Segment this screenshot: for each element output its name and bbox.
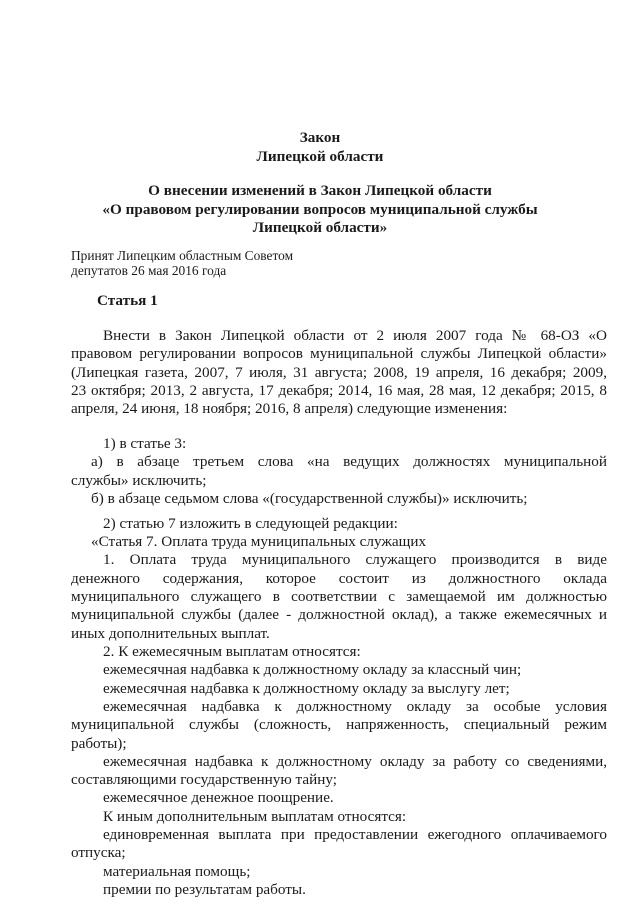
adopted-line-2: депутатов 26 мая 2016 года (71, 263, 227, 278)
other-item-3: премии по результатам работы. (103, 881, 306, 898)
article-heading: Статья 1 (97, 292, 158, 309)
monthly-item-3-line-1: ежемесячная надбавка к должностному окладу за особые условия (103, 697, 607, 715)
monthly-item-2: ежемесячная надбавка к должностному окладу за выслугу лет; (103, 679, 510, 697)
monthly-item-1: ежемесячная надбавка к должностному окладу за классный чин; (103, 661, 522, 679)
intro-line-4: 23 октября; 2013, 2 августа, 17 декабря; 2014, 16 мая, 28 мая, 12 декабря; 2015, 8 (71, 381, 607, 399)
adopted-line-1: Принят Липецким областным Советом (71, 248, 294, 263)
other-item-1-line-2: отпуска; (71, 844, 126, 862)
intro-line-2: правовом регулировании вопросов муниципальной службы Липецкой области» (71, 345, 607, 363)
art7-p1-line-4: муниципальной службы (далее - должностной оклад), а также ежемесячных и (71, 606, 607, 624)
other-item-1-line-1: единовременная выплата при предоставлении ежегодного оплачиваемого (103, 826, 607, 844)
law-title-line-1: О внесении изменений в Закон Липецкой области (148, 182, 492, 199)
monthly-item-4-line-1: ежемесячная надбавка к должностному окладу за работу со сведениями, (103, 752, 607, 770)
point-1b: б) в абзаце седьмом слова «(государственной службы)» исключить; (91, 489, 528, 507)
region-label: Липецкой области (256, 148, 384, 165)
monthly-item-3-line-2: муниципальной службы (сложность, напряженность, специальный режим (71, 716, 607, 734)
monthly-item-4-line-2: составляющими государственную тайну; (71, 771, 337, 789)
other-item-2: материальная помощь; (103, 862, 251, 880)
point-1-heading: 1) в статье 3: (103, 434, 187, 452)
art7-p1-line-1: 1. Оплата труда муниципального служащего производится в виде (103, 551, 607, 569)
point-1a-line-2: службы» исключить; (71, 471, 207, 489)
law-title-line-3: Липецкой области» (252, 219, 388, 236)
monthly-item-3-line-3: работы); (71, 734, 127, 752)
law-label: Закон (299, 129, 341, 146)
art7-p1-line-2: денежного содержания, которое состоит из должностного оклада (71, 569, 607, 587)
intro-line-5: апреля, 24 июня, 18 ноября; 2016, 8 апреля) следующие изменения: (71, 400, 508, 418)
other-payments-heading: К иным дополнительным выплатам относятся: (103, 807, 407, 825)
article-7-title: «Статья 7. Оплата труда муниципальных служащих (91, 533, 427, 551)
art7-p1-line-5: иных дополнительных выплат. (71, 624, 270, 642)
intro-line-3: (Липецкая газета, 2007, 7 июля, 31 августа; 2008, 19 апреля, 16 декабря; 2009, (71, 363, 607, 381)
law-title-line-2: «О правовом регулировании вопросов муниципальной службы (102, 201, 538, 218)
point-1a-line-1: а) в абзаце третьем слова «на ведущих должностях муниципальной (91, 453, 607, 471)
point-2-heading: 2) статью 7 изложить в следующей редакции: (103, 514, 398, 532)
monthly-item-5: ежемесячное денежное поощрение. (103, 789, 334, 807)
intro-line-1: Внести в Закон Липецкой области от 2 июля 2007 года № 68-ОЗ «О (103, 327, 607, 344)
monthly-payments-heading: 2. К ежемесячным выплатам относятся: (103, 643, 361, 661)
art7-p1-line-3: муниципального служащего в соответствии с замещаемой им должностью (71, 588, 607, 606)
